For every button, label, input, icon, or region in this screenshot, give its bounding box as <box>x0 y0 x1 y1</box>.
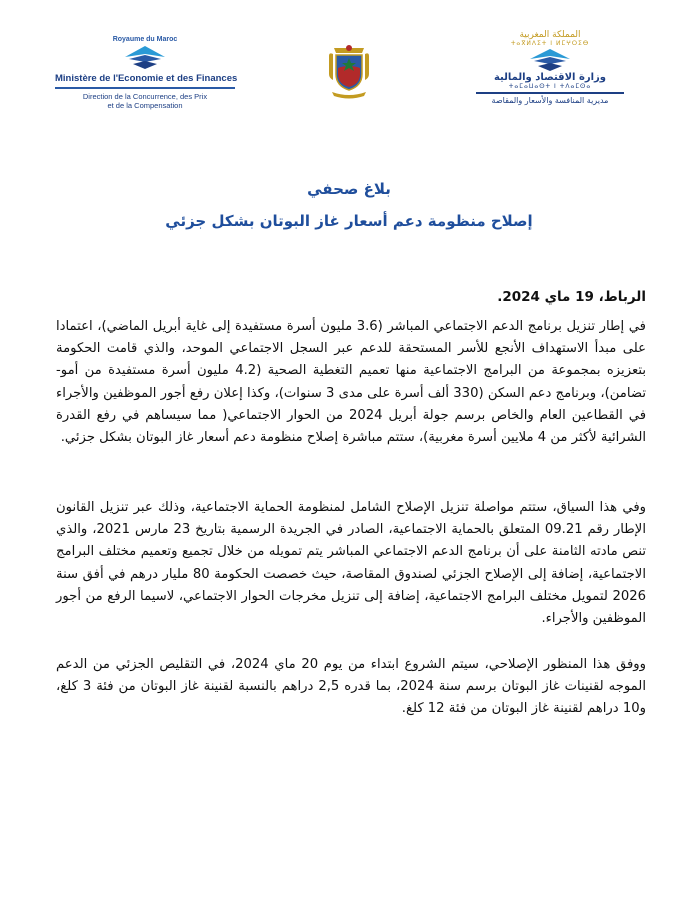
body-paragraph-2 <box>56 497 646 630</box>
paragraph-text: وفي هذا السياق، ستتم مواصلة تنزيل الإصلاح الشامل لمنظومة الحماية الاجتماعية، وذلك عبر تنزيل القانون الإطار رقم 09.21 المتعلق بالحماية الاجتماعية، الصادر في الجريدة الرسمية بتاريخ 23 مارس 2021، والذي تنص مادته الثامنة على أن برنامج الدعم الاجتماعي المباشر يتم تمويله من خلال تجميع وتعميم مختلف البرامج الاجتماعية، إضافة إلى الإصلاح الجزئي لصندوق المقاصة، حيث خصصت الحكومة 80 مليار درهم في أفق سنة 2026 لتمويل مختلف البرامج الاجتماعية، إضافة إلى تنزيل مخرجات الحوار الاجتماعي، لاسيما الرفع من أجور الموظفين والأجراء. <box>56 500 646 627</box>
direction-name-ar: مديرية المنافسة والأسعار والمقاصة <box>491 96 609 105</box>
letterhead <box>0 0 698 130</box>
ministry-name-fr: Ministère de l'Economie et des Finances <box>55 73 238 84</box>
ministry-logo-ar <box>528 48 572 72</box>
direction-name-fr-line1: Direction de la Concurrence, des Prix <box>82 92 208 101</box>
paragraph-text: ووفق هذا المنظور الإصلاحي، سيتم الشروع ابتداء من يوم 20 ماي 2024، في التقليص الجزئي من الدعم الموجه لقنينات غاز البوتان برسم سنة 2024، بما قدره 2,5 دراهم بالنسبة لقنينة غاز البوتان من فئة 3 كلغ، و10 دراهم لقنينة غاز البوتان من فئة 12 كلغ. <box>56 657 646 717</box>
ministry-logo <box>123 45 167 71</box>
direction-name-fr-line2: et de la Compensation <box>107 101 183 110</box>
ministry-letterhead-fr <box>55 36 238 110</box>
ministry-letterhead-ar <box>470 30 630 105</box>
body-paragraph-3 <box>56 654 646 721</box>
document-titles <box>0 176 698 234</box>
body-paragraph-1 <box>56 316 646 449</box>
kingdom-label-tifinagh: ⵜⴰⴳⵍⴷⵉⵜ ⵏ ⵍⵎⵖⵔⵉⴱ <box>510 40 590 47</box>
paragraph-text: في إطار تنزيل برنامج الدعم الاجتماعي المباشر (3.6 مليون أسرة مستفيدة إلى غاية أبريل الماضي)، اعتمادا على مبدأ الاستهداف الأنجع للأسر المستحقة للدعم عبر السجل الاجتماعي الموحد، والذي قامت الحكومة بتعزيزه بمجموعة من البرامج الاجتماعية منها تعميم التغطية الصحية (4.2 مليون أسرة مستفيدة من أمو-تضامن)، وبرنامج دعم السكن (330 ألف أسرة على مدى 3 سنوات)، وكذا إعلان رفع أجور الموظفين والأجراء في القطاعين العام والخاص برسم جولة أبريل 2024 من الحوار الاجتماعي( مما سيساهم في رفع القدرة الشرائية لأكثر من 4 ملايين أسرة مغربية)، ستتم مباشرة إصلاح منظومة دعم أسعار غاز البوتان بشكل جزئي. <box>56 319 646 446</box>
dateline: الرباط، 19 ماي 2024. <box>497 289 646 305</box>
ministry-name-tifinagh: ⵜⴰⵎⴰⵡⴰⵙⵜ ⵏ ⵜⴷⴰⵎⵙⴰ <box>508 83 592 90</box>
ministry-name-ar: وزارة الاقتصاد والمالية <box>493 72 607 83</box>
royal-coat-of-arms-icon <box>326 44 372 102</box>
divider <box>476 92 624 94</box>
kingdom-label-fr: Royaume du Maroc <box>112 36 178 43</box>
document-subtitle: إصلاح منظومة دعم أسعار غاز البوتان بشكل جزئي <box>165 212 533 230</box>
divider <box>55 87 235 89</box>
document-title: بلاغ صحفي <box>307 180 391 198</box>
kingdom-label-ar: المملكة المغربية <box>519 30 581 40</box>
